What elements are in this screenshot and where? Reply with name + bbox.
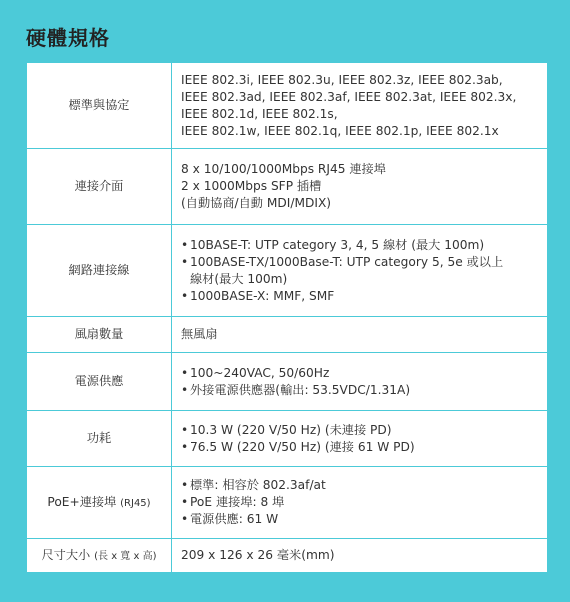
row-value (172, 317, 548, 353)
row-label: 電源供應 (27, 353, 172, 411)
value-line: 無風扇 (181, 327, 218, 341)
bullet-icon: • (181, 422, 189, 437)
bullet-text: 100BASE-TX/1000Base-T: UTP category 5, 5e 或以上 (190, 254, 504, 269)
bullet-item (181, 365, 539, 382)
bullet-icon: • (181, 495, 189, 509)
bullet-item (181, 422, 539, 439)
bullet-continuation: 線材(最大 100m) (190, 271, 288, 286)
spec-row-poe-ports (27, 467, 548, 539)
bullet-icon: • (181, 382, 189, 397)
bullet-text: 1000BASE-X: MMF, SMF (190, 288, 335, 303)
bullet-icon: • (181, 478, 189, 492)
spec-table (26, 62, 548, 573)
bullet-item (181, 254, 539, 271)
row-label: 功耗 (27, 411, 172, 467)
bullet-item (181, 382, 539, 399)
row-label: 標準與協定 (27, 63, 172, 149)
bullet-text: 100~240VAC, 50/60Hz (190, 365, 330, 380)
bullet-text: 10BASE-T: UTP category 3, 4, 5 線材 (最大 100m) (190, 237, 485, 252)
value-line: 209 x 126 x 26 毫米(mm) (181, 548, 335, 562)
bullet-item (181, 477, 539, 494)
bullet-text: 10.3 W (220 V/50 Hz) (未連接 PD) (190, 422, 392, 437)
spec-row-power-supply (27, 353, 548, 411)
row-label-note: (RJ45) (120, 497, 151, 509)
bullet-icon: • (181, 237, 189, 252)
value-line: IEEE 802.1d, IEEE 802.1s, (181, 106, 338, 121)
bullet-text: 電源供應: 61 W (190, 512, 279, 526)
value-line: 8 x 10/100/1000Mbps RJ45 連接埠 (181, 162, 386, 176)
bullet-icon: • (181, 439, 189, 454)
row-label: 連接介面 (27, 149, 172, 225)
spec-row-interfaces (27, 149, 548, 225)
row-label-text: PoE+連接埠 (47, 494, 117, 509)
row-label (27, 539, 172, 573)
bullet-item (181, 288, 539, 305)
value-line: (自動協商/自動 MDI/MDIX) (181, 196, 332, 210)
value-line: IEEE 802.3ad, IEEE 802.3af, IEEE 802.3at, IEEE 802.3x, (181, 89, 517, 104)
row-label: 風扇數量 (27, 317, 172, 353)
row-value (172, 411, 548, 467)
value-line: IEEE 802.1w, IEEE 802.1q, IEEE 802.1p, IEEE 802.1x (181, 123, 499, 138)
row-value (172, 63, 548, 149)
row-label: 網路連接線 (27, 225, 172, 317)
bullet-text: 76.5 W (220 V/50 Hz) (連接 61 W PD) (190, 439, 415, 454)
bullet-icon: • (181, 512, 189, 526)
bullet-item (181, 511, 539, 528)
spec-row-fans (27, 317, 548, 353)
bullet-text: 標準: 相容於 802.3af/at (190, 478, 326, 492)
row-value (172, 149, 548, 225)
spec-row-standards (27, 63, 548, 149)
value-line: 2 x 1000Mbps SFP 插槽 (181, 179, 322, 193)
row-label-note: (長 x 寬 x 高) (94, 550, 157, 562)
bullet-icon: • (181, 365, 189, 380)
spec-row-power-consumption (27, 411, 548, 467)
page-title: 硬體規格 (26, 26, 110, 50)
row-value (172, 539, 548, 573)
spec-row-dimensions (27, 539, 548, 573)
row-value (172, 225, 548, 317)
bullet-icon: • (181, 254, 189, 269)
bullet-icon: • (181, 288, 189, 303)
row-value (172, 467, 548, 539)
bullet-text: PoE 連接埠: 8 埠 (190, 495, 285, 509)
bullet-text: 外接電源供應器(輸出: 53.5VDC/1.31A) (190, 382, 411, 397)
bullet-item (181, 439, 539, 456)
spec-row-cabling (27, 225, 548, 317)
value-line: IEEE 802.3i, IEEE 802.3u, IEEE 802.3z, IEEE 802.3ab, (181, 72, 503, 87)
bullet-item (181, 494, 539, 511)
row-label (27, 467, 172, 539)
row-label-text: 尺寸大小 (41, 547, 91, 562)
bullet-item (181, 237, 539, 254)
row-value (172, 353, 548, 411)
